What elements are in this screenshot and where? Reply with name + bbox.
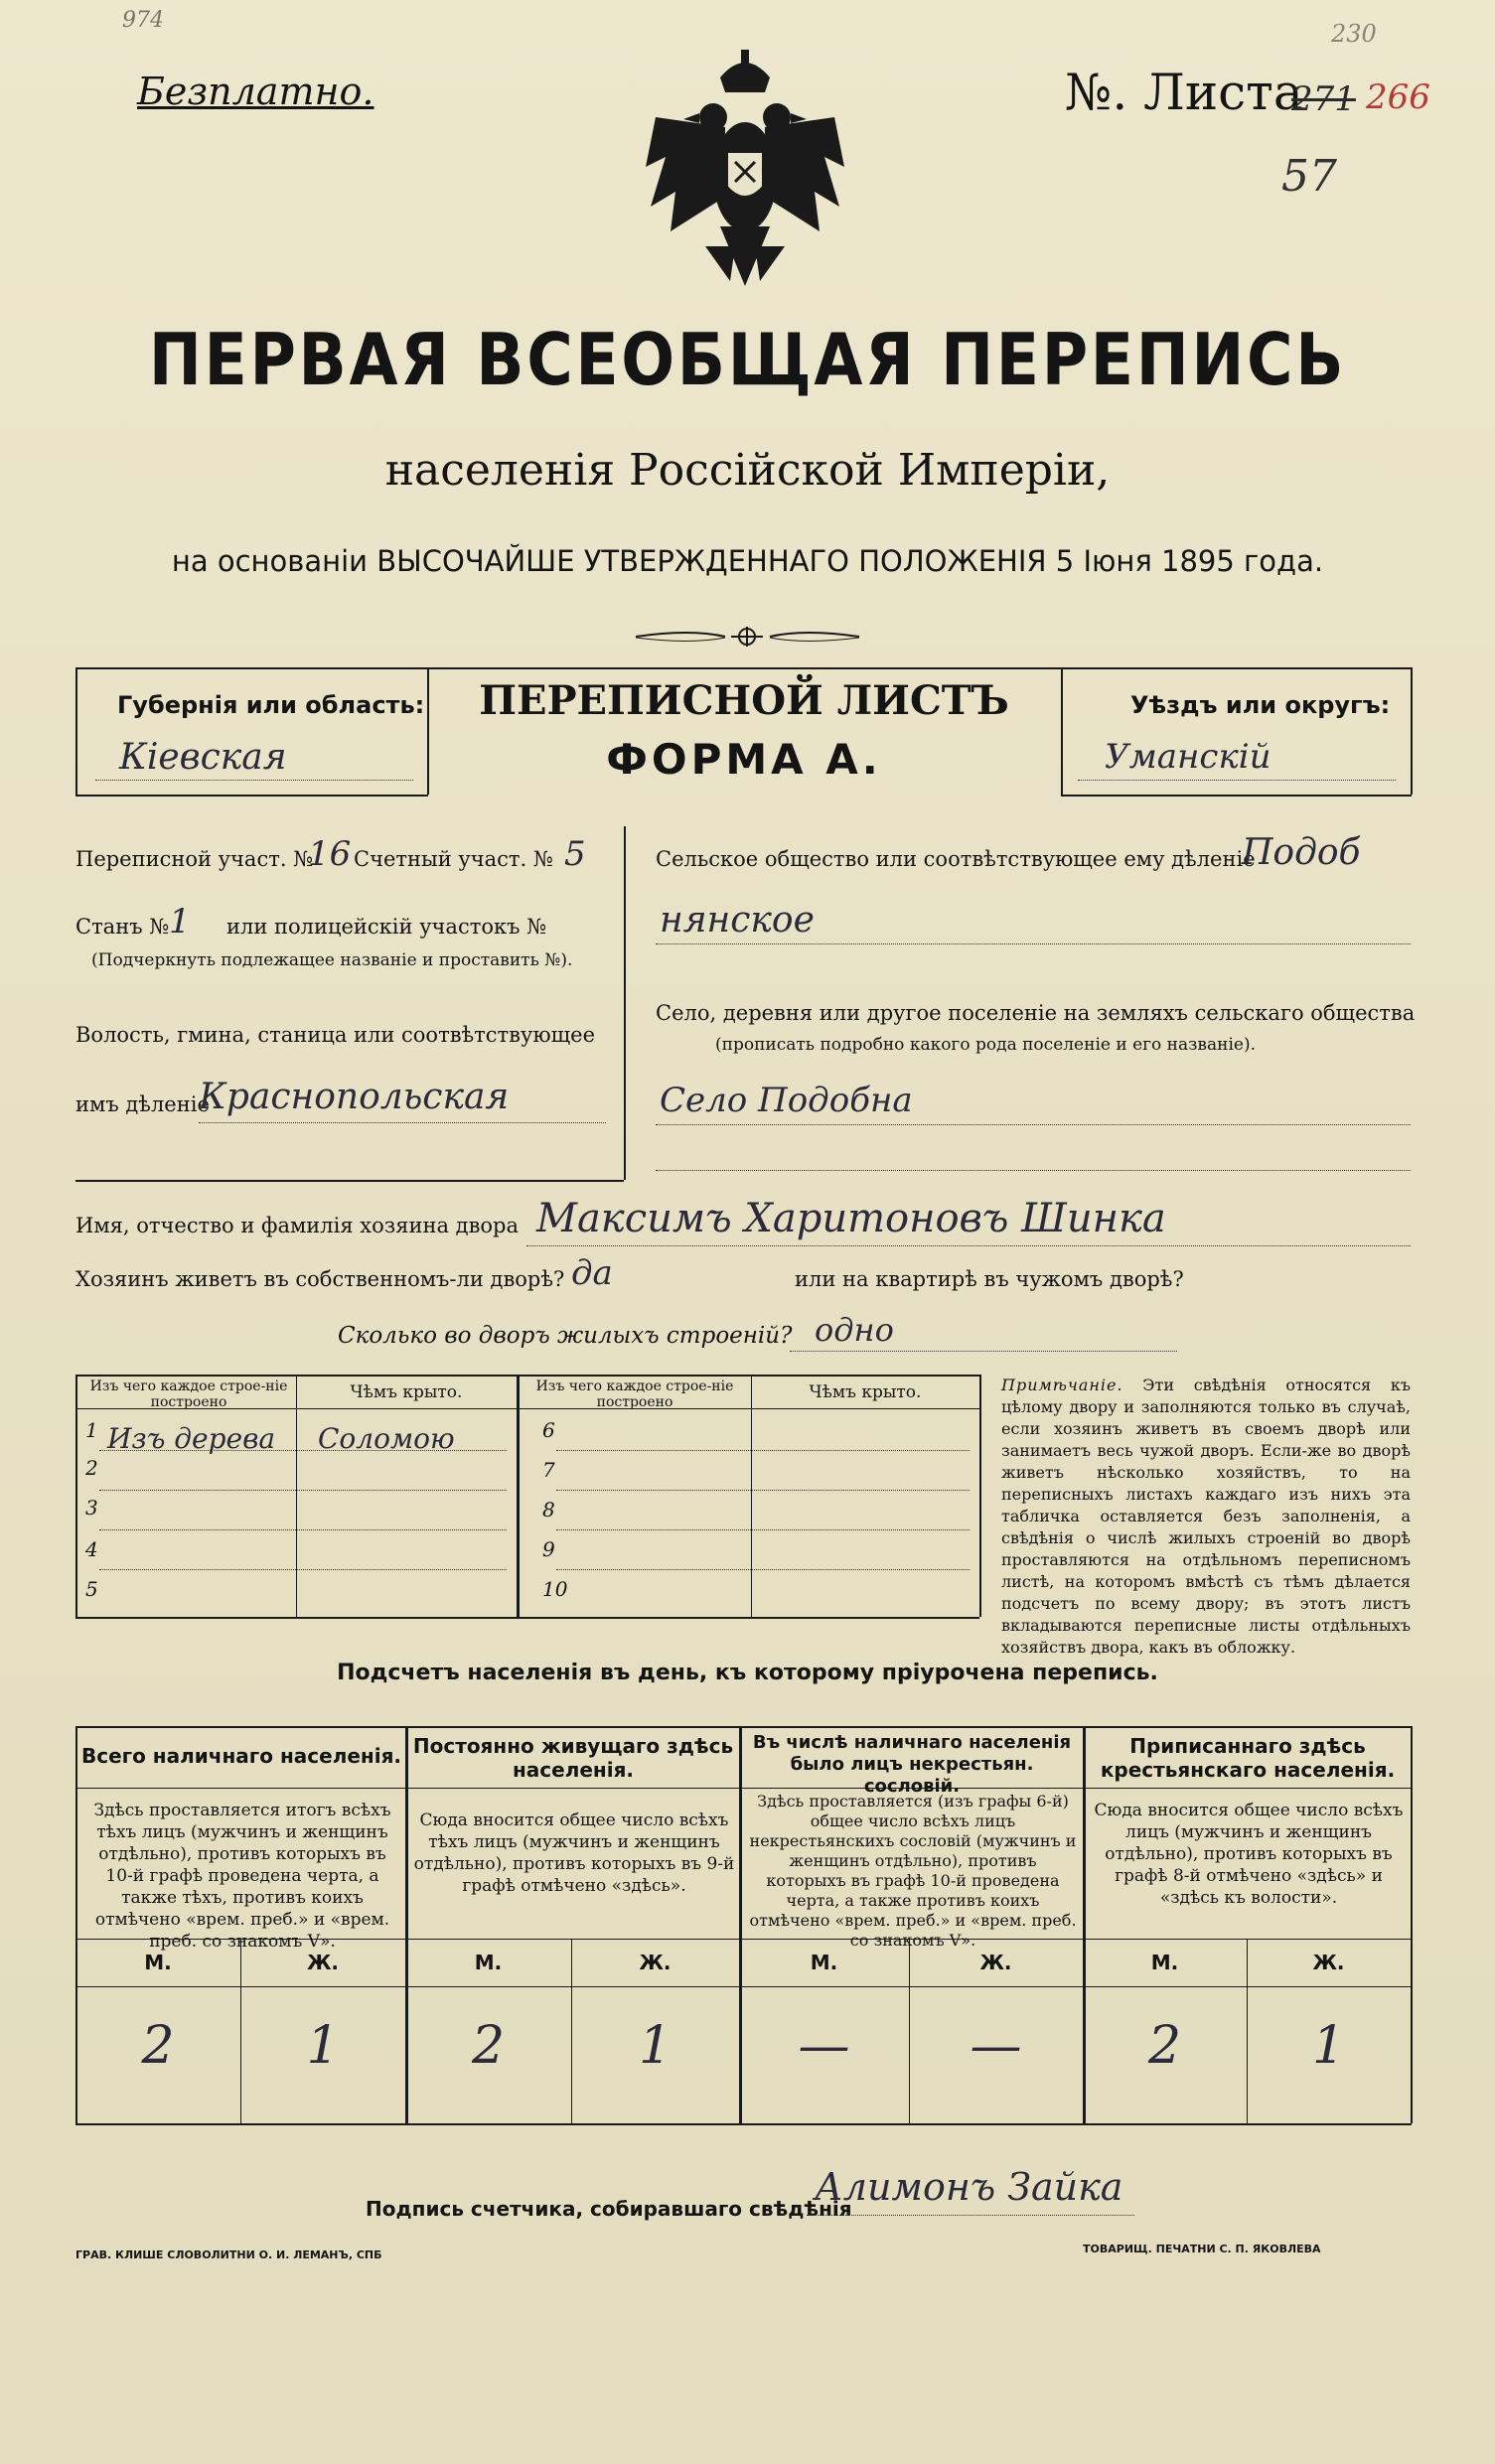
province-value: Кіевская <box>119 737 287 778</box>
bt-bottom <box>75 1617 979 1619</box>
section-bottom-rule <box>75 1180 624 1182</box>
ornament-divider <box>636 624 859 650</box>
volost-label-1: Волость, гмина, станица или соотвѣтствующее <box>75 1023 596 1047</box>
society-label: Сельское общество или соотвѣтствующее ему дѣленіе <box>656 847 1256 871</box>
form-box-top <box>75 667 1412 669</box>
rented-label: или на квартирѣ въ чужомъ дворѣ? <box>795 1267 1184 1291</box>
corner-note-right: 230 <box>1331 20 1377 48</box>
pt-f-label: Ж. <box>639 1951 672 1974</box>
signature-line <box>807 2215 1134 2216</box>
village-line-2 <box>656 1170 1411 1171</box>
society-value-1: Подоб <box>1242 832 1361 873</box>
bt-row-line <box>99 1490 507 1491</box>
bt-col-1 <box>296 1375 297 1617</box>
bt-row-line <box>556 1529 970 1530</box>
pt-head-total: Всего наличнаго населенія. <box>80 1744 402 1768</box>
bt-right <box>979 1375 981 1617</box>
bt-row-num: 3 <box>85 1496 98 1520</box>
buildings-line <box>790 1351 1177 1352</box>
village-hint: (прописать подробно какого рода поселеніе и его названіе). <box>715 1035 1256 1055</box>
district-value: Уманскій <box>1105 737 1271 777</box>
pt-desc-total: Здѣсь проставляется итогъ всѣхъ тѣхъ лицъ (мужчинъ и женщинъ отдѣльно), противъ которыхъ въ 10-й графѣ проведена черта, а также тѣхъ, противъ коихъ отмѣчено «врем. преб.» и «врем. преб. со знакомъ V». <box>93 1801 391 1952</box>
form-title: ПЕРЕПИСНОЙ ЛИСТЪ <box>479 677 1009 724</box>
bt-row-num: 8 <box>542 1498 555 1522</box>
bt-row-line <box>556 1569 970 1570</box>
district-line <box>1078 780 1396 781</box>
bt-row-num: 5 <box>85 1577 98 1601</box>
owner-name-value: Максимъ Харитоновъ Шинка <box>536 1196 1166 1241</box>
bt-row-line <box>99 1569 507 1570</box>
pt-nonpeasant-m: — <box>798 2016 850 2076</box>
count-district-label: Счетный участ. № <box>354 847 553 871</box>
pt-total-m: 2 <box>141 2016 175 2076</box>
bt-row-material: Изъ дерева <box>107 1422 276 1455</box>
sheet-number-handwritten: 57 <box>1281 151 1337 202</box>
pt-desc-permanent: Сюда вносится общее число всѣхъ тѣхъ лицъ (мужчинъ и женщинъ отдѣльно), противъ которыхъ въ 9-й графѣ отмѣчено «здѣсь». <box>413 1811 735 1896</box>
footnote <box>1001 1375 1411 1659</box>
pt-head-nonpeasant: Въ числѣ наличнаго населенія было лицъ некрестьян. сословій. <box>752 1732 1072 1797</box>
legal-basis: на основаніи ВЫСОЧАЙШЕ УТВЕРЖДЕННАГО ПОЛОЖЕНІЯ 5 Іюня 1895 года. <box>171 544 1324 578</box>
volost-value: Краснопольская <box>199 1077 510 1117</box>
bt-row-num: 6 <box>542 1418 555 1442</box>
pt-f-label: Ж. <box>1312 1951 1345 1974</box>
province-line <box>95 780 413 781</box>
bt-top <box>75 1375 979 1377</box>
police-label: или полицейскій участокъ № <box>226 915 547 939</box>
footnote-text: Эти свѣдѣнія относятся къ цѣлому двору и заполняются только въ случаѣ, если хозяинъ живетъ въ своемъ дворѣ или занимаетъ весь чужой дворъ. Если-же во дворѣ живетъ нѣсколько хозяйствъ, то на переписныхъ листахъ каждаго изъ нихъ эта табличка оставляется безъ заполненія, а свѣдѣнія о числѣ жилыхъ строеній во дворѣ проставляются на отдѣльномъ переписномъ листѣ, на которомъ вмѣстѣ съ тѣмъ дѣлается подсчетъ по всему двору; въ этотъ листъ вкладываются переписные листы отдѣльныхъ хозяйствъ двора, какъ въ обложку. <box>1001 1376 1411 1657</box>
own-yard-label: Хозяинъ живетъ въ собственномъ-ли дворѣ? <box>75 1267 565 1291</box>
pt-desc-registered: Сюда вносится общее число всѣхъ лицъ (мужчинъ и женщинъ отдѣльно), противъ которыхъ въ графѣ 8-й отмѣчено «здѣсь» и «здѣсь къ волости». <box>1094 1801 1404 1908</box>
free-label: Безплатно. <box>137 70 374 113</box>
footnote-title: Примѣчаніе. <box>1001 1376 1123 1394</box>
bt-row-num: 2 <box>85 1456 98 1480</box>
province-label: Губернія или область: <box>117 691 425 719</box>
volost-line <box>199 1122 606 1123</box>
pt-m-label: М. <box>1150 1951 1179 1974</box>
sheet-number-red: 266 <box>1366 77 1430 117</box>
bt-row-num: 10 <box>542 1577 568 1601</box>
society-value-2: нянское <box>660 900 815 941</box>
society-line <box>656 943 1411 944</box>
struck-sheet-number: 271 <box>1291 79 1356 119</box>
census-district-value: 16 <box>308 834 352 874</box>
pt-m-label: М. <box>144 1951 172 1974</box>
signature-label: Подпись счетчика, собиравшаго свѣдѣнія <box>366 2197 852 2221</box>
pt-f-label: Ж. <box>306 1951 340 1974</box>
buildings-value: одно <box>815 1311 894 1349</box>
form-subtitle: ФОРМА А. <box>606 735 882 784</box>
buildings-label: Сколько во дворъ жилыхъ строеній? <box>338 1323 793 1349</box>
pt-permanent-m: 2 <box>471 2016 506 2076</box>
pt-m-label: М. <box>474 1951 503 1974</box>
bt-row-line <box>99 1450 507 1451</box>
bt-row-num: 1 <box>85 1418 98 1442</box>
footer-engraver: ГРАВ. КЛИШЕ СЛОВОЛИТНИ О. И. ЛЕМАНЪ, СПБ <box>75 2248 382 2261</box>
pt-m-label: М. <box>810 1951 838 1974</box>
volost-label-2: имъ дѣленіе <box>75 1092 210 1116</box>
pt-registered-f: 1 <box>1311 2016 1346 2076</box>
pt-right <box>1411 1726 1413 2123</box>
pt-registered-m: 2 <box>1147 2016 1182 2076</box>
form-box-right <box>1411 667 1413 795</box>
form-box-div-2 <box>1061 667 1063 795</box>
bt-row-line <box>556 1490 970 1491</box>
count-district-value: 5 <box>564 834 586 874</box>
form-box-bottom-left <box>75 795 428 797</box>
section-divider <box>624 826 626 1180</box>
bt-head-material-left: Изъ чего каждое строе-ніе построено <box>89 1378 288 1410</box>
bt-head-roof-left: Чѣмъ крыто. <box>350 1382 463 1402</box>
bt-left <box>75 1375 77 1617</box>
bt-row-line <box>556 1450 970 1451</box>
bt-row-roof: Соломою <box>318 1422 455 1455</box>
pt-mf-rule <box>75 1986 1412 1987</box>
pt-nonpeasant-f: — <box>970 2016 1022 2076</box>
pt-permanent-f: 1 <box>638 2016 673 2076</box>
owner-name-line <box>526 1245 1411 1246</box>
footer-printer: ТОВАРИЩ. ПЕЧАТНИ С. П. ЯКОВЛЕВА <box>1083 2243 1321 2255</box>
village-label: Село, деревня или другое поселеніе на земляхъ сельскаго общества <box>656 1001 1416 1025</box>
stan-value: 1 <box>169 902 191 942</box>
pt-head-permanent: Постоянно живущаго здѣсь населенія. <box>412 1734 734 1782</box>
village-value: Село Подобна <box>660 1081 913 1120</box>
pt-total-f: 1 <box>306 2016 340 2076</box>
page-title: ПЕРВАЯ ВСЕОБЩАЯ ПЕРЕПИСЬ <box>148 318 1347 401</box>
bt-row-num: 7 <box>542 1458 555 1482</box>
bt-head-roof-right: Чѣмъ крыто. <box>809 1382 922 1402</box>
pt-f-label: Ж. <box>979 1951 1012 1974</box>
owner-name-label: Имя, отчество и фамилія хозяина двора <box>75 1214 520 1237</box>
bt-row-num: 9 <box>542 1537 555 1561</box>
corner-note-top: 974 <box>122 8 164 33</box>
population-heading: Подсчетъ населенія въ день, къ которому пріурочена перепись. <box>337 1661 1158 1685</box>
form-box-bottom-right <box>1061 795 1412 797</box>
stan-label: Станъ № <box>75 915 170 939</box>
page-subtitle: населенія Россійской Имперіи, <box>384 445 1111 496</box>
bt-head-material-right: Изъ чего каждое строе-ніе построено <box>535 1378 734 1410</box>
pt-desc-nonpeasant: Здѣсь проставляется (изъ графы 6-й) общее число всѣхъ лицъ некрестьянскихъ сословій (мужчинъ и женщинъ отдѣльно), противъ которыхъ въ графѣ 10-й проведена черта, а также противъ коихъ отмѣчено «врем. преб.» и «врем. преб. со знакомъ V». <box>749 1792 1077 1950</box>
pt-head-registered: Приписаннаго здѣсь крестьянскаго населенія. <box>1100 1734 1396 1782</box>
bt-col-2 <box>751 1375 752 1617</box>
bt-mid <box>517 1375 520 1617</box>
bt-row-line <box>99 1529 507 1530</box>
pt-top <box>75 1726 1412 1728</box>
own-yard-value: да <box>571 1253 613 1293</box>
district-label: Уѣздъ или округъ: <box>1130 691 1391 719</box>
signature-value: Алимонъ Зайка <box>815 2165 1123 2209</box>
census-district-label: Переписной участ. № <box>75 847 314 871</box>
imperial-eagle-emblem <box>636 48 854 296</box>
form-box-left <box>75 667 77 795</box>
stan-hint: (Подчеркнуть подлежащее названіе и проставить №). <box>91 950 573 970</box>
sheet-number-label: №. Листа <box>1065 64 1303 121</box>
bt-row-num: 4 <box>85 1537 98 1561</box>
pt-bottom <box>75 2123 1412 2125</box>
village-line-1 <box>656 1124 1411 1125</box>
